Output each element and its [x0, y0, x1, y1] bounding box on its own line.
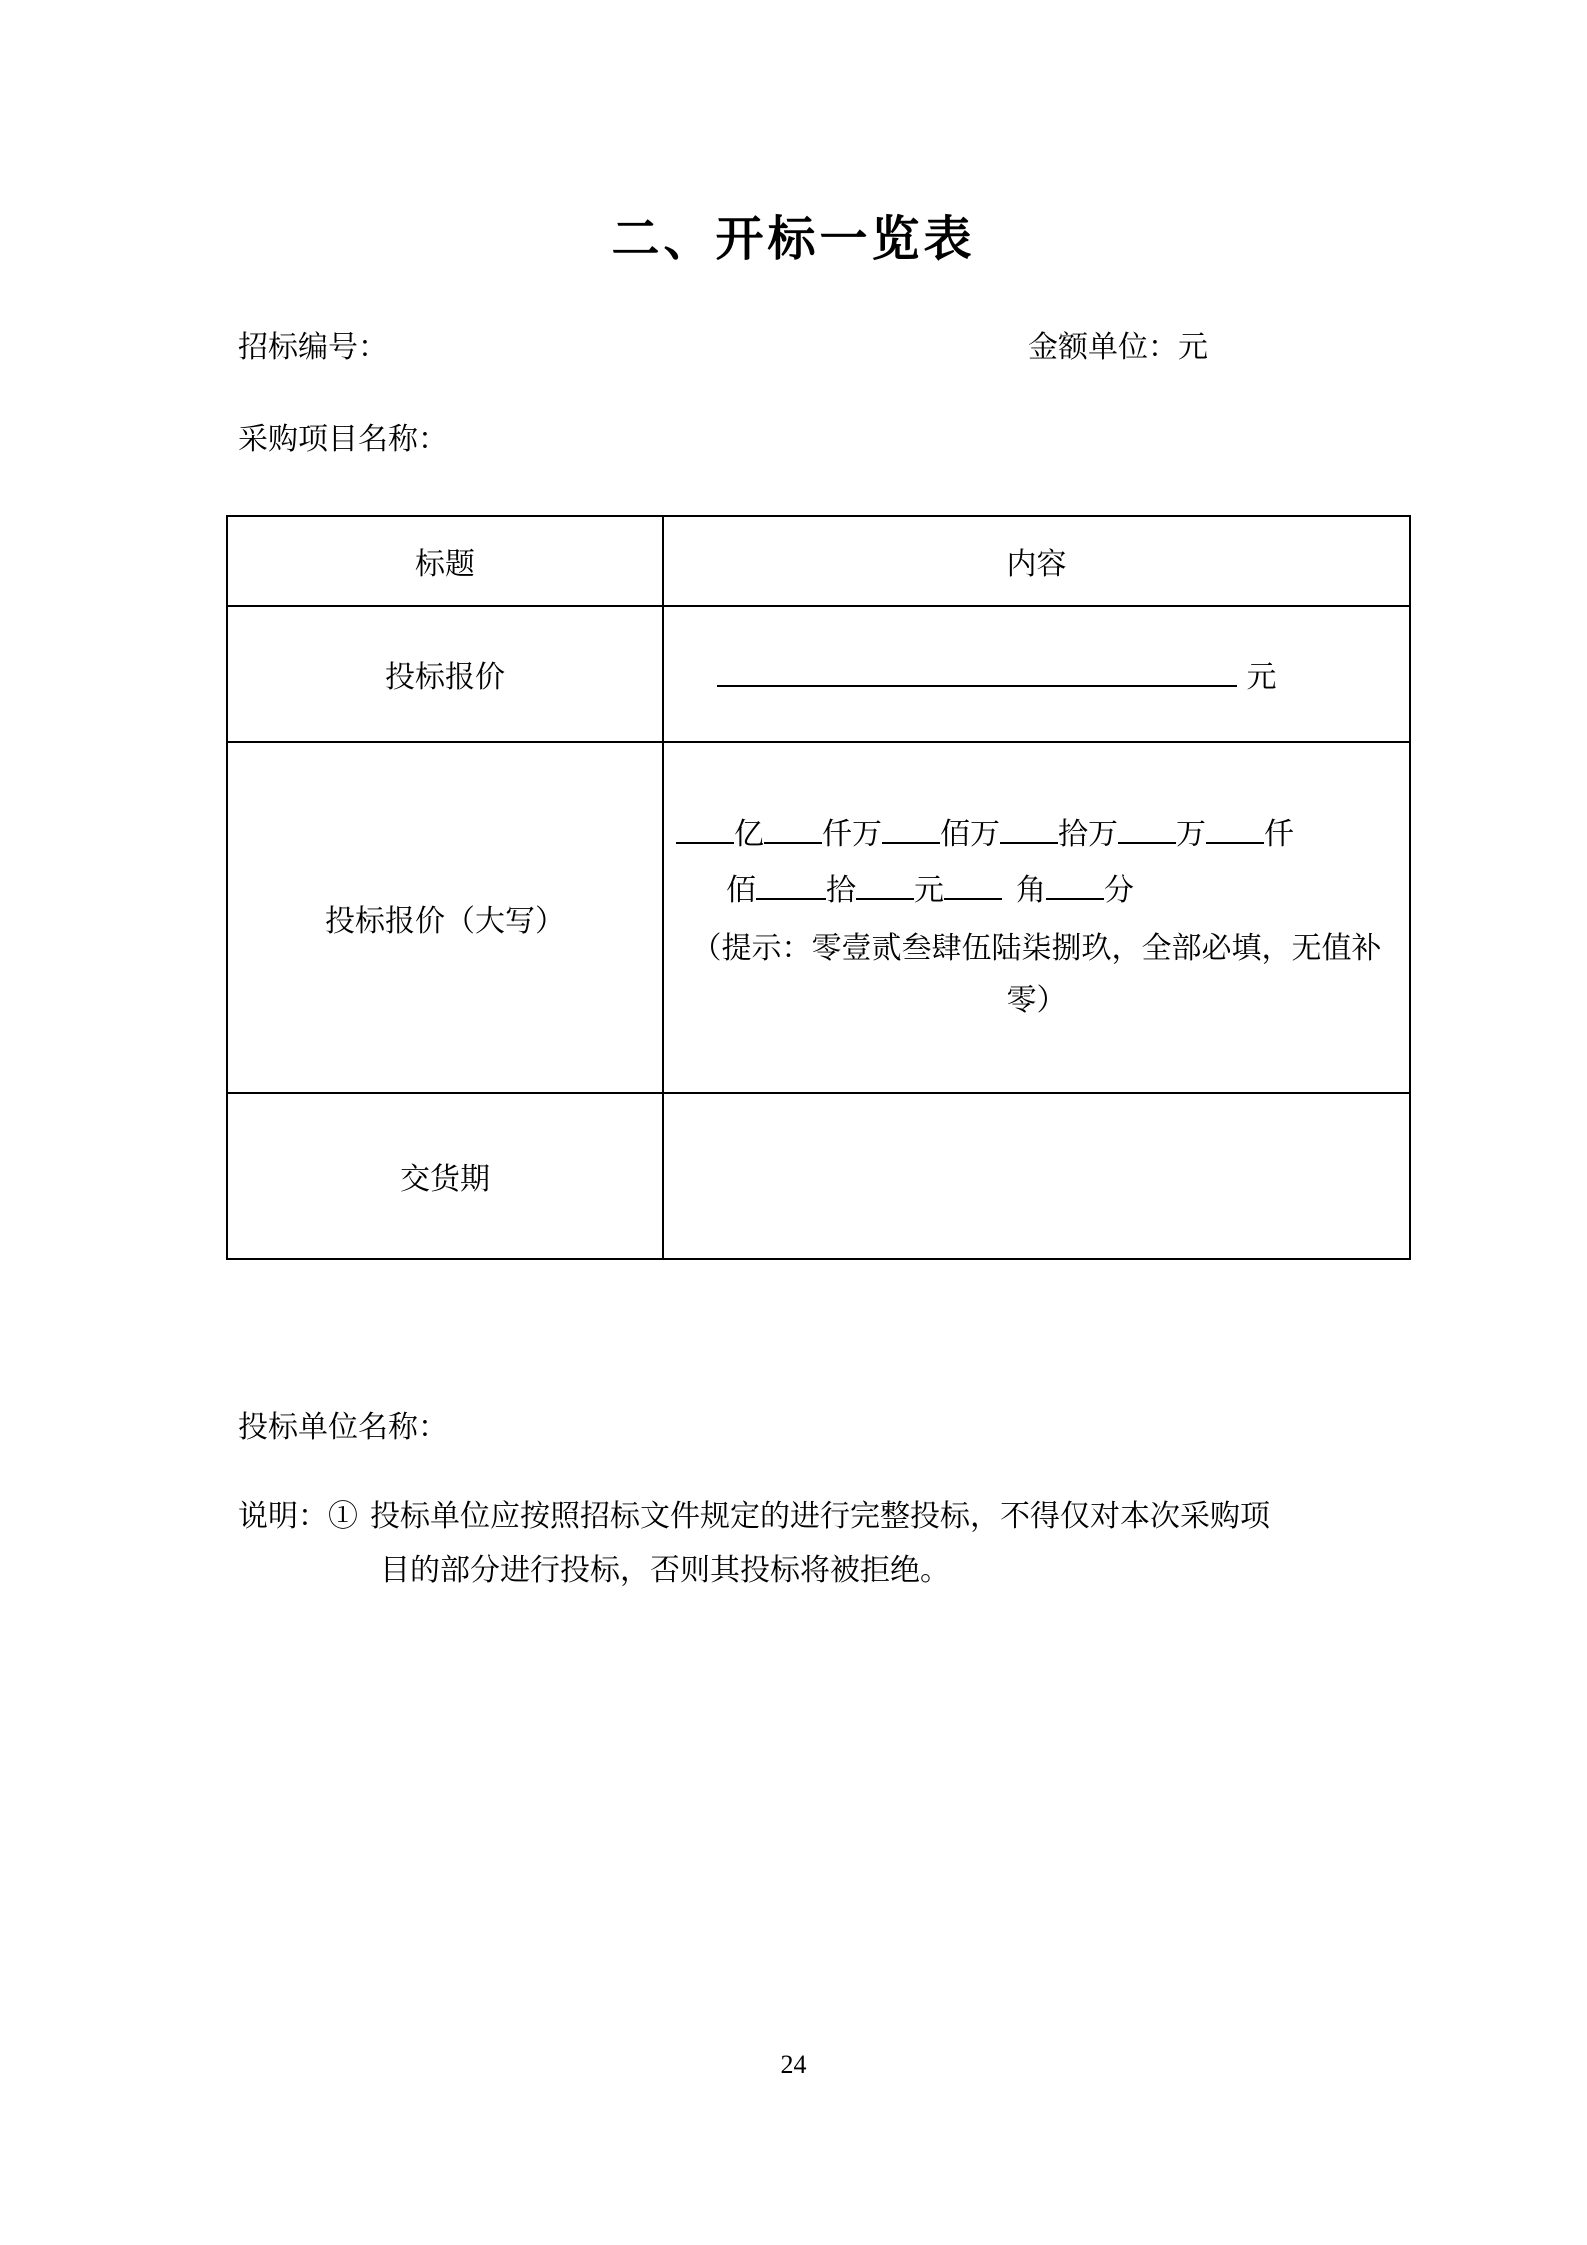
price-caps-label-cell: 投标报价（大写） — [227, 742, 663, 1093]
unit-shi: 拾 — [826, 873, 856, 907]
notes-paragraph — [238, 1490, 1298, 1598]
caps-line-2 — [664, 865, 1409, 917]
table-row-price — [227, 606, 1410, 742]
price-caps-content-cell — [663, 742, 1410, 1093]
price-blank-line — [717, 653, 1237, 687]
blank-line — [1046, 866, 1104, 900]
blank-line — [944, 866, 1002, 900]
blank-line — [856, 866, 914, 900]
tender-number-label: 招标编号： — [238, 331, 388, 364]
price-unit-label: 元 — [1246, 661, 1277, 694]
page-number: 24 — [780, 2050, 807, 2079]
notes-text: 投标单位应按照招标文件规定的进行完整投标，不得仅对本次采购项目的部分进行投标，否则其投标将被拒绝。 — [370, 1500, 1270, 1587]
price-content-cell — [663, 606, 1410, 742]
caps-hint-line-1: （提示：零壹贰叁肆伍陆柒捌玖，全部必填，无值补 — [691, 931, 1382, 965]
caps-hint-line-2: 零） — [1006, 983, 1067, 1017]
table-row-delivery — [227, 1093, 1410, 1259]
unit-wan: 万 — [1176, 817, 1206, 851]
amount-unit-label: 金额单位：元 — [1028, 331, 1208, 364]
page-title: 二、开标一览表 — [611, 213, 976, 266]
unit-yi: 亿 — [734, 817, 764, 851]
caps-line-1 — [664, 809, 1409, 861]
price-label-cell: 投标报价 — [227, 606, 663, 742]
unit-yuan: 元 — [914, 873, 944, 907]
blank-line — [756, 866, 826, 900]
unit-bai: 佰 — [726, 873, 756, 907]
meta-line — [238, 322, 1398, 366]
delivery-label-cell: 交货期 — [227, 1093, 663, 1259]
blank-line — [1000, 810, 1058, 844]
unit-baiwan: 佰万 — [940, 817, 1000, 851]
blank-line — [764, 810, 822, 844]
table-header-row — [227, 516, 1410, 606]
unit-qianwan: 仟万 — [822, 817, 882, 851]
unit-jiao: 角 — [1016, 873, 1046, 907]
unit-fen: 分 — [1104, 873, 1134, 907]
price-caps-fill-block — [664, 743, 1409, 1092]
blank-line — [1118, 810, 1176, 844]
header-cell-content: 内容 — [663, 516, 1410, 606]
bidder-name-label: 投标单位名称： — [238, 1411, 448, 1444]
header-cell-title: 标题 — [227, 516, 663, 606]
blank-line — [882, 810, 940, 844]
unit-shiwan: 拾万 — [1058, 817, 1118, 851]
bid-opening-table — [226, 515, 1411, 1260]
unit-qian: 仟 — [1264, 817, 1294, 851]
blank-line — [676, 810, 734, 844]
blank-line — [1206, 810, 1264, 844]
notes-lead: 说明：① — [238, 1500, 358, 1533]
price-fill-line — [664, 652, 1409, 696]
project-name-label: 采购项目名称： — [238, 423, 448, 456]
delivery-content-cell — [663, 1093, 1410, 1259]
table-row-price-caps — [227, 742, 1410, 1093]
